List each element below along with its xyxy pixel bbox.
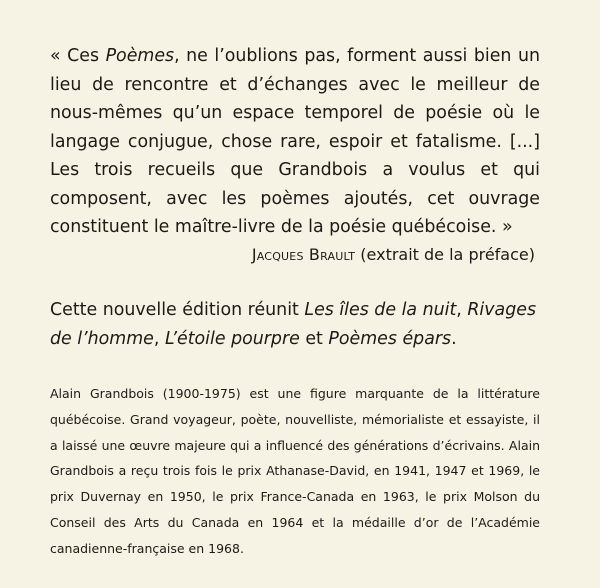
edition-title-1: Les îles de la nuit [304, 300, 457, 320]
quote-open: « Ces [50, 46, 106, 66]
edition-title-4: Poèmes épars [328, 329, 452, 349]
author-biography: Alain Grandbois (1900-1975) est une figure marquante de la littérature québécoise. Grand voyageur, poète, nouvelliste, mémorialiste et essayiste, il a laissé une œuvre majeure qui a influencé des générations d’écrivains. Alain Grandbois a reçu trois fois le prix Athanase-David, en 1941, 1947 et 1969, le prix Duvernay en 1950, le prix France-Canada en 1963, le prix Molson du Conseil des Arts du Canada en 1964 et la médaille d’or de l’Académie canadienne-française en 1968. [50, 386, 540, 556]
edition-title-2: Rivages de l’homme [50, 300, 537, 349]
quote-body: , ne l’oublions pas, forment aussi bien un lieu de rencontre et d’échanges avec le meilleur de nous-mêmes qu’un espace temporel de poésie où le langage conjugue, chose rare, espoir et fatalisme. [...] Les trois recueils que Grandbois a voulus et qui composent, avec les poèmes ajoutés, cet ouvrage constituent le maître-livre de la poésie québécoise. » [50, 46, 540, 237]
edition-statement [50, 296, 540, 354]
quote-title-poemes: Poèmes [105, 46, 175, 66]
edition-end: . [451, 329, 457, 349]
author-name: Jacques Brault [251, 245, 356, 264]
quote-attribution [252, 243, 535, 267]
attribution-note: (extrait de la préface) [355, 245, 535, 264]
edition-sep-2: , [153, 329, 165, 349]
edition-sep-3: et [299, 329, 329, 349]
edition-sep-1: , [456, 300, 468, 320]
edition-lead: Cette nouvelle édition réunit [50, 300, 305, 320]
edition-title-3: L’étoile pourpre [164, 329, 300, 349]
preface-quote [50, 42, 540, 242]
